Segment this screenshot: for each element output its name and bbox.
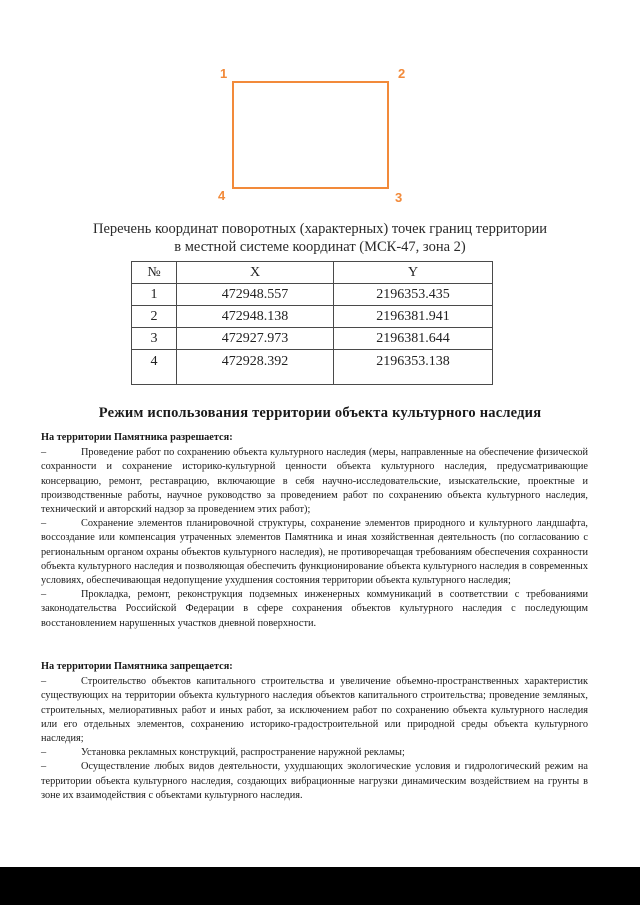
cell-number: 4 bbox=[132, 350, 177, 385]
allowed-heading: На территории Памятника разрешается: bbox=[41, 432, 233, 443]
header-y: Y bbox=[334, 262, 493, 284]
table-row bbox=[132, 328, 493, 350]
coordinates-title-line1: Перечень координат поворотных (характерных) точек границ территории bbox=[92, 221, 548, 237]
list-item bbox=[41, 446, 588, 517]
prohibited-item-3: Осуществление любых видов деятельности, ухудшающих экологические условия и гидрологический режим на территории объекта культурного наследия, создающих вибрационные нагрузки динамическим воздействием на грунты в зоне их взаимодействия с объектами культурного наследия. bbox=[41, 761, 588, 801]
dash-marker: – bbox=[41, 518, 47, 530]
cell-y: 2196381.941 bbox=[334, 306, 493, 328]
header-x: X bbox=[177, 262, 334, 284]
dash-marker: – bbox=[41, 747, 47, 759]
prohibited-section bbox=[41, 660, 588, 803]
cell-x: 472928.392 bbox=[177, 350, 334, 385]
boundary-scheme-svg bbox=[0, 0, 640, 210]
cell-x: 472948.557 bbox=[177, 284, 334, 306]
table-header-row bbox=[132, 262, 493, 284]
dash-marker: – bbox=[41, 589, 47, 601]
cell-number: 2 bbox=[132, 306, 177, 328]
table-row bbox=[132, 306, 493, 328]
dash-marker: – bbox=[41, 447, 47, 459]
vertex-label-3: 3 bbox=[395, 190, 403, 205]
table-row bbox=[132, 350, 493, 385]
prohibited-heading: На территории Памятника запрещается: bbox=[41, 661, 233, 672]
prohibited-item-2: Установка рекламных конструкций, распространение наружной рекламы; bbox=[81, 747, 405, 759]
cell-y: 2196353.138 bbox=[334, 350, 493, 385]
boundary-polygon bbox=[233, 82, 388, 188]
list-item bbox=[41, 746, 588, 760]
vertex-label-1: 1 bbox=[220, 66, 228, 81]
list-item bbox=[41, 675, 588, 746]
coordinates-title bbox=[0, 220, 640, 256]
vertex-label-4: 4 bbox=[218, 188, 226, 203]
allowed-section bbox=[41, 431, 588, 631]
regime-title: Режим использования территории объекта культурного наследия bbox=[98, 405, 542, 421]
allowed-item-2: Сохранение элементов планировочной структуры, сохранение элементов природного и культурного ландшафта, воссоздание или компенсация утраченных элементов Памятника и иная хозяйственная деятельность (по согласованию с региональным органом охраны объектов культурного наследия), не противоречащая требованиям обеспечения сохранности объекта культурного наследия и позволяющая обеспечить функционирование объекта культурного наследия в современных условиях, обеспечивающая недопущение ухудшения состояния территории объекта культурного наследия; bbox=[41, 518, 588, 587]
table-row bbox=[132, 284, 493, 306]
dash-marker: – bbox=[41, 676, 47, 688]
header-number: № bbox=[132, 262, 177, 284]
coordinates-title-line2: в местной системе координат (МСК-47, зона 2) bbox=[174, 239, 466, 255]
list-item bbox=[41, 588, 588, 631]
cell-number: 1 bbox=[132, 284, 177, 306]
cell-y: 2196381.644 bbox=[334, 328, 493, 350]
scan-bottom-edge bbox=[0, 867, 640, 905]
cell-number: 3 bbox=[132, 328, 177, 350]
coordinates-table bbox=[131, 261, 493, 385]
cell-x: 472948.138 bbox=[177, 306, 334, 328]
cell-x: 472927.973 bbox=[177, 328, 334, 350]
list-item bbox=[41, 517, 588, 588]
allowed-item-1: Проведение работ по сохранению объекта культурного наследия (меры, направленные на обеспечение физической сохранности и сохранение историко-культурной ценности объекта культурного наследия, предусматривающие консервацию, ремонт, реставрацию, включающие в себя научно-исследовательские, изыскательские, проектные и производственные работы, научное руководство за проведением работ по сохранению объекта культурного наследия, технический и авторский надзор за проведением этих работ); bbox=[41, 447, 588, 516]
boundary-scheme bbox=[0, 0, 640, 210]
dash-marker: – bbox=[41, 761, 47, 773]
cell-y: 2196353.435 bbox=[334, 284, 493, 306]
prohibited-item-1: Строительство объектов капитального строительства и увеличение объемно-пространственных характеристик существующих на территории объекта культурного наследия объектов капитального строительства; проведение земляных, строительных, мелиоративных работ и иных работ, за исключением работ по сохранению объекта культурного наследия или его отдельных элементов, сохранению историко-градостроительной или природной среды объекта культурного наследия; bbox=[41, 676, 588, 745]
vertex-label-2: 2 bbox=[398, 66, 406, 81]
allowed-item-3: Прокладка, ремонт, реконструкция подземных инженерных коммуникаций в соответствии с требованиями законодательства Российской Федерации в сфере сохранения объектов культурного наследия с последующим восстановлением нарушенных участков дневной поверхности. bbox=[41, 589, 588, 629]
list-item bbox=[41, 760, 588, 803]
